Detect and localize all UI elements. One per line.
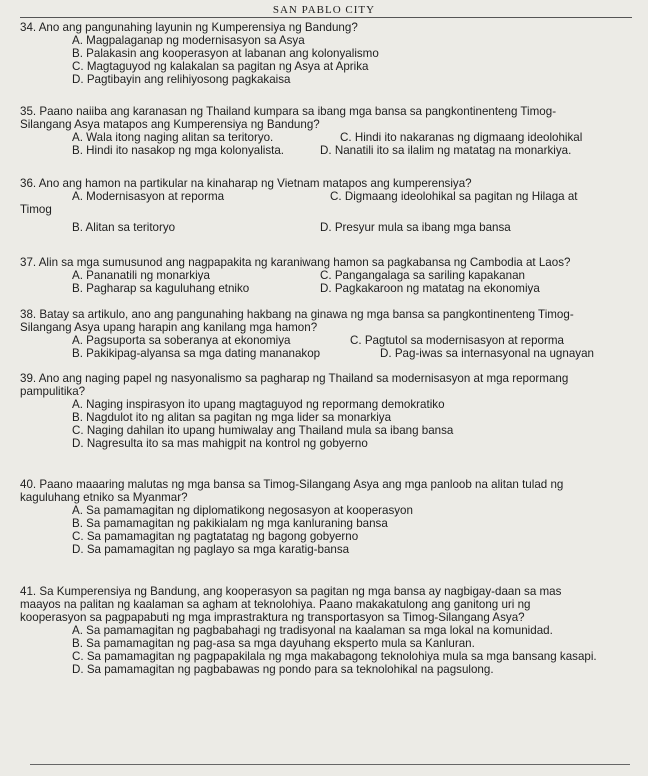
option-c: C. Hindi ito nakaranas ng digmaang ideolohikal	[340, 131, 583, 144]
option-a: A. Magpalaganap ng modernisasyon sa Asya	[72, 34, 305, 47]
question-stem-line2: kaguluhang etniko sa Myanmar?	[20, 491, 188, 504]
question-39	[20, 372, 636, 450]
option-d: D. Presyur mula sa ibang mga bansa	[320, 221, 511, 234]
question-stem: 34. Ano ang pangunahing layunin ng Kumperensiya ng Bandung?	[20, 21, 358, 34]
option-a: A. Sa pamamagitan ng diplomatikong negosasyon at kooperasyon	[72, 504, 413, 517]
question-stem-line2: Silangang Asya upang harapin ang kanilang mga hamon?	[20, 321, 318, 334]
option-d: D. Pagtibayin ang relihiyosong pagkakaisa	[72, 73, 291, 86]
option-a: A. Sa pamamagitan ng pagbabahagi ng tradisyonal na kaalaman sa mga lokal na komunidad.	[72, 624, 553, 637]
question-stem-line3: kooperasyon sa pagpapabuti ng mga imprastraktura ng transportasyon sa Timog-Silangang Asya?	[20, 611, 525, 624]
question-stem-line1: 41. Sa Kumperensiya ng Bandung, ang kooperasyon sa pagitan ng mga bansa ay nagbigay-daan sa mas	[20, 585, 562, 598]
question-38	[20, 308, 636, 360]
option-d: D. Nanatili ito sa ilalim ng matatag na monarkiya.	[320, 144, 572, 157]
question-stem-line1: 35. Paano naiiba ang karanasan ng Thailand kumpara sa ibang mga bansa sa pangkontinenteng Timog-	[20, 105, 557, 118]
question-35	[20, 105, 636, 157]
question-stem-line1: 40. Paano maaaring malutas ng mga bansa sa Timog-Silangang Asya ang mga panloob na alitan tulad ng	[20, 478, 564, 491]
option-b: B. Palakasin ang kooperasyon at labanan ang kolonyalismo	[72, 47, 379, 60]
question-stem-line2: pampulitika?	[20, 385, 86, 398]
option-c: C. Naging dahilan ito upang humiwalay ang Thailand mula sa ibang bansa	[72, 424, 454, 437]
header-rule	[20, 17, 632, 18]
option-b: B. Alitan sa teritoryo	[72, 221, 176, 234]
question-40	[20, 478, 636, 556]
question-stem-line1: 38. Batay sa artikulo, ano ang pangunahing hakbang na ginawa ng mga bansa sa pangkontinenteng Timog-	[20, 308, 574, 321]
question-37	[20, 256, 636, 295]
option-b: B. Sa pamamagitan ng pag-asa sa mga dayuhang eksperto mula sa Kanluran.	[72, 637, 475, 650]
option-c: C. Digmaang ideolohikal sa pagitan ng Hilaga at	[330, 190, 578, 203]
option-c: C. Sa pamamagitan ng pagpapakilala ng mga makabagong teknolohiya mula sa mga bansang kasapi.	[72, 650, 597, 663]
question-stem-line2: Silangang Asya matapos ang Kumperensiya ng Bandung?	[20, 118, 320, 131]
option-a: A. Modernisasyon at reporma	[72, 190, 225, 203]
option-b: B. Sa pamamagitan ng pakikialam ng mga kanluraning bansa	[72, 517, 388, 530]
option-b: B. Pakikipag-alyansa sa mga dating mananakop	[72, 347, 321, 360]
option-a: A. Naging inspirasyon ito upang magtaguyod ng repormang demokratiko	[72, 398, 445, 411]
option-c: C. Pangangalaga sa sariling kapakanan	[320, 269, 525, 282]
option-c: C. Pagtutol sa modernisasyon at reporma	[350, 334, 564, 347]
question-stem: 36. Ano ang hamon na partikular na kinaharap ng Vietnam matapos ang kumperensiya?	[20, 177, 472, 190]
question-34	[20, 21, 636, 86]
footer-rule	[30, 764, 630, 765]
option-c: C. Sa pamamagitan ng pagtatatag ng bagong gobyerno	[72, 530, 359, 543]
option-c: C. Magtaguyod ng kalakalan sa pagitan ng Asya at Aprika	[72, 60, 369, 73]
option-a: A. Pananatili ng monarkiya	[72, 269, 210, 282]
question-stem-line2: maayos na palitan ng kaalaman sa agham at teknolohiya. Paano makakatulong ang ganitong uri ng	[20, 598, 531, 611]
question-41	[20, 585, 636, 676]
option-a: A. Pagsuporta sa soberanya at ekonomiya	[72, 334, 291, 347]
option-b: B. Pagharap sa kaguluhang etniko	[72, 282, 250, 295]
option-b: B. Hindi ito nasakop ng mga kolonyalista.	[72, 144, 285, 157]
option-d: D. Sa pamamagitan ng pagbabawas ng pondo para sa teknolohikal na pagsulong.	[72, 663, 494, 676]
option-d: D. Pagkakaroon ng matatag na ekonomiya	[320, 282, 540, 295]
option-d: D. Sa pamamagitan ng paglayo sa mga karatig-bansa	[72, 543, 350, 556]
option-c-continued: Timog	[20, 203, 52, 216]
question-stem: 37. Alin sa mga sumusunod ang nagpapakita ng karaniwang hamon sa pagkabansa ng Cambodia at Laos?	[20, 256, 571, 269]
page-header: SAN PABLO CITY	[272, 4, 376, 16]
option-d: D. Pag-iwas sa internasyonal na ugnayan	[380, 347, 594, 360]
option-d: D. Nagresulta ito sa mas mahigpit na kontrol ng gobyerno	[72, 437, 368, 450]
question-stem-line1: 39. Ano ang naging papel ng nasyonalismo sa pagharap ng Thailand sa modernisasyon at mga repormang	[20, 372, 569, 385]
question-36	[20, 177, 636, 234]
option-b: B. Nagdulot ito ng alitan sa pagitan ng mga lider sa monarkiya	[72, 411, 392, 424]
option-a: A. Wala itong naging alitan sa teritoryo.	[72, 131, 274, 144]
